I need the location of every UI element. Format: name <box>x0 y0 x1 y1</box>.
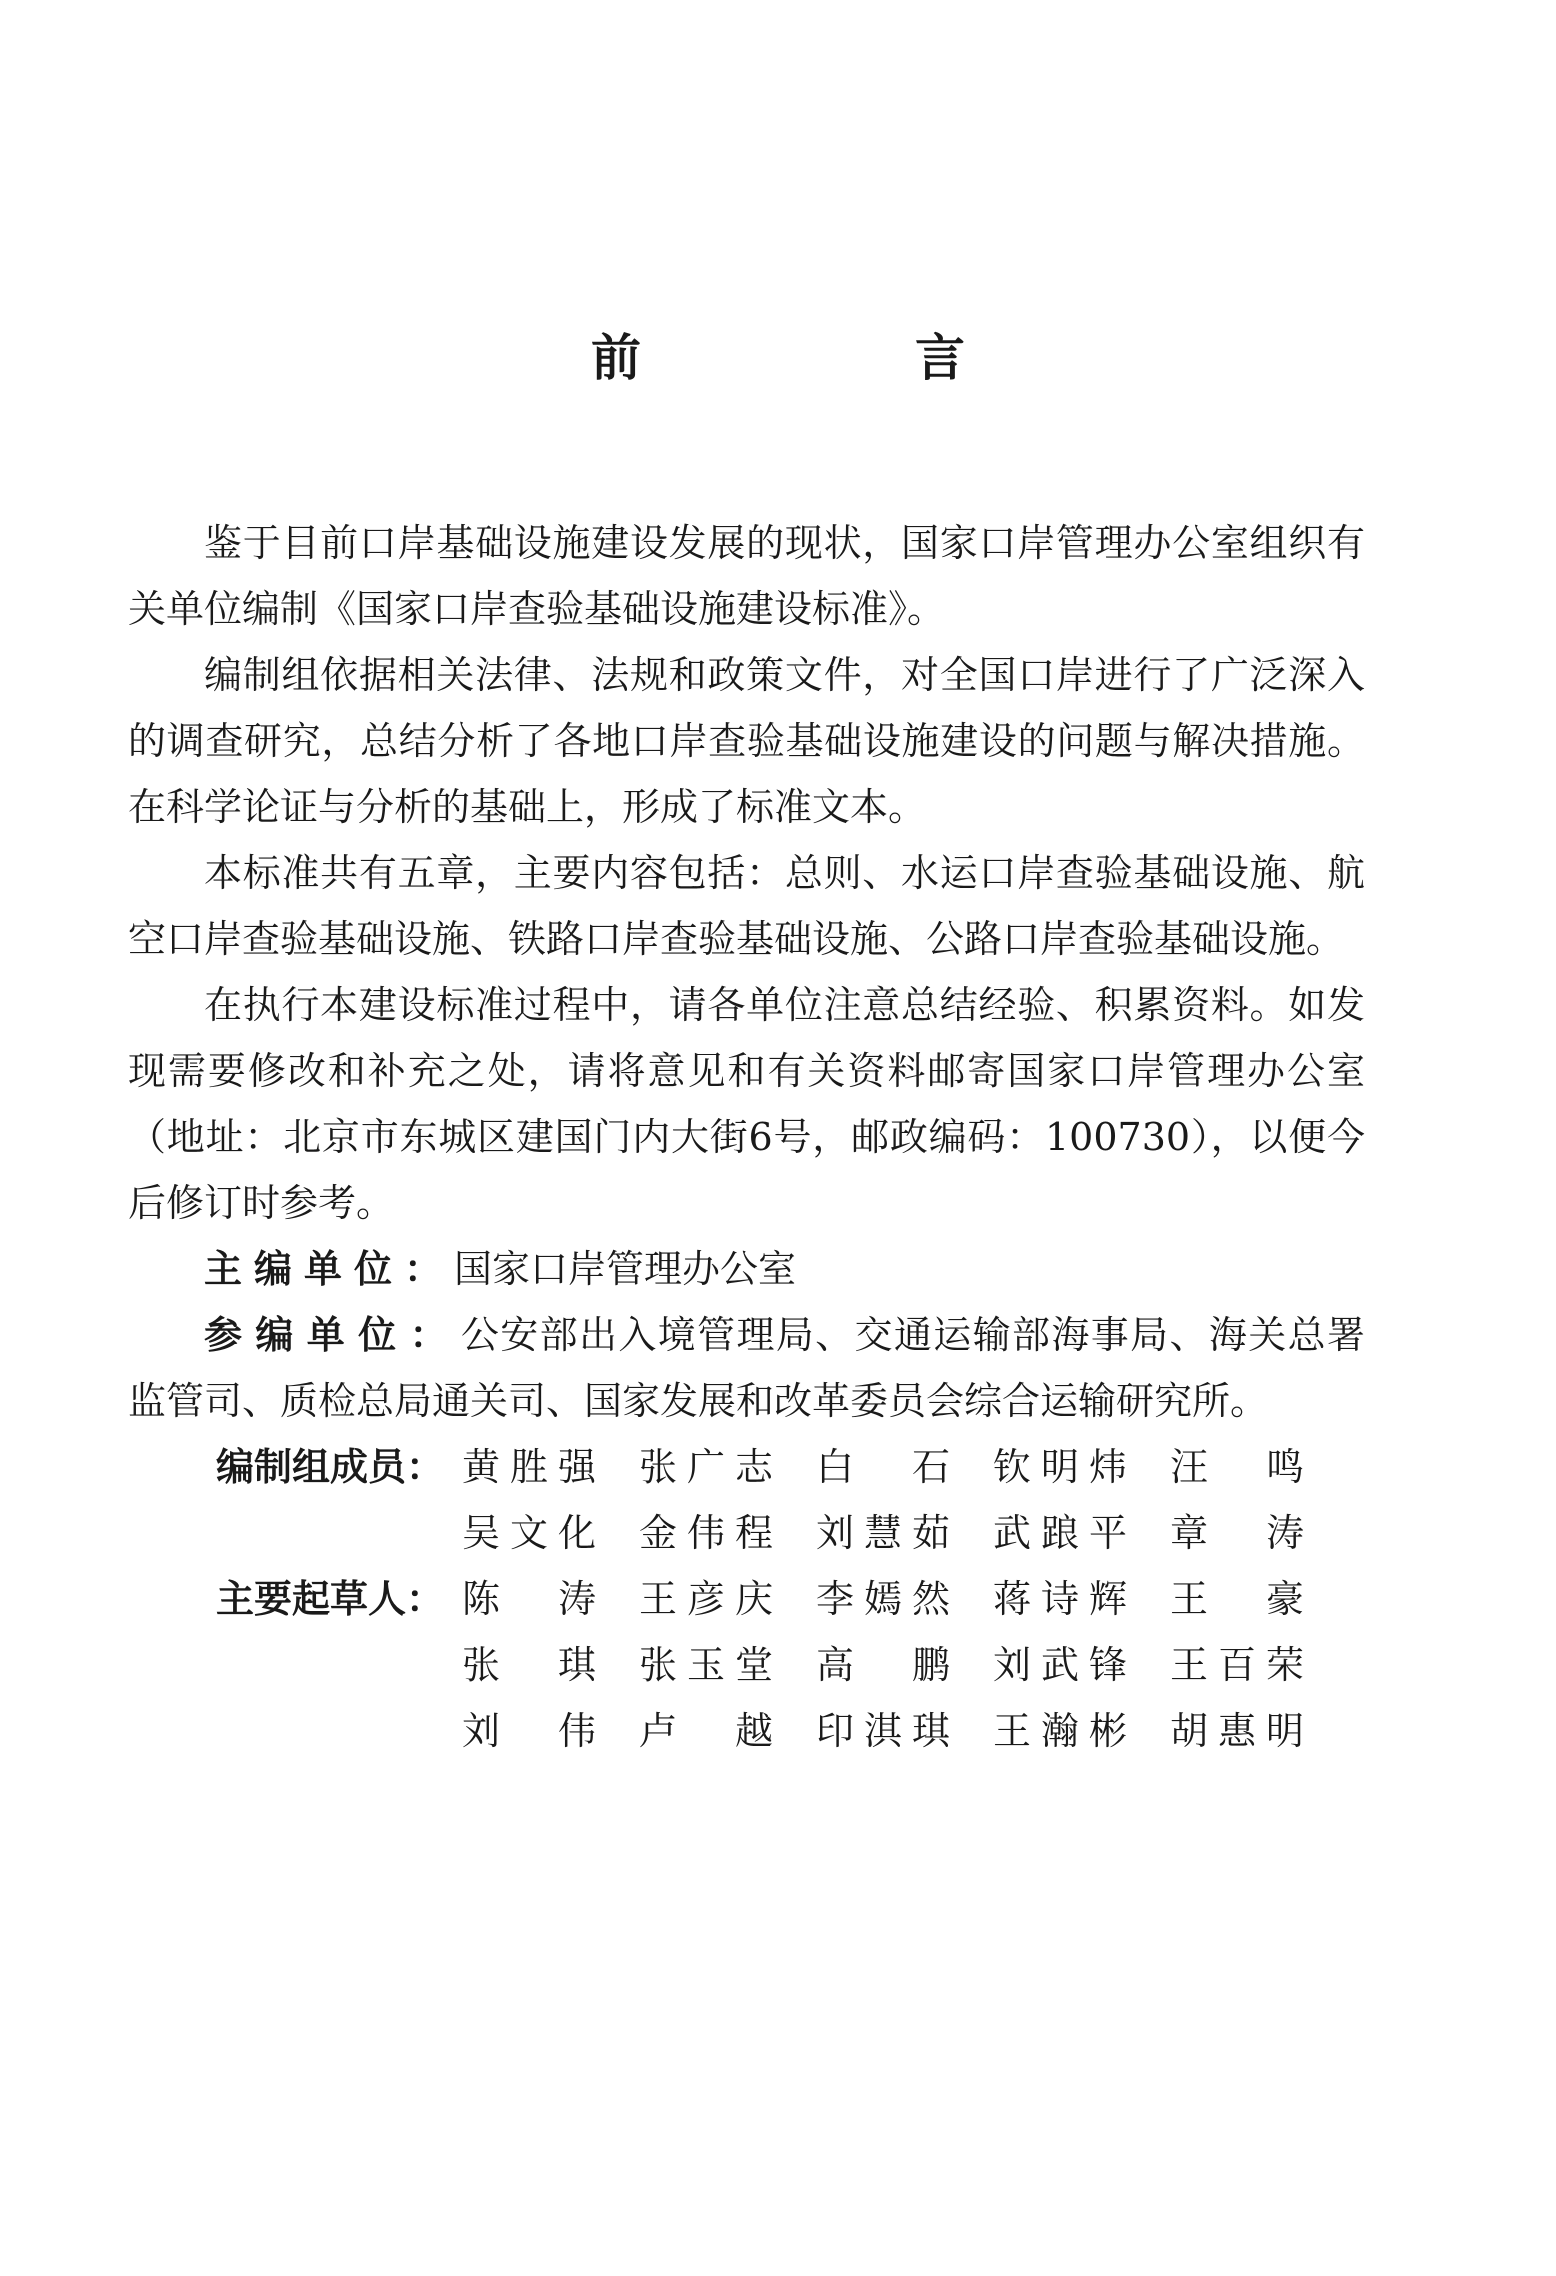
chief-unit-line <box>128 1236 1365 1302</box>
participating-units-label: 参编单位： <box>204 1313 461 1357</box>
paragraph-research: 编制组依据相关法律、法规和政策文件，对全国口岸进行了广泛深入的调查研究，总结分析了各地口岸查验基础设施建设的问题与解决措施。在科学论证与分析的基础上，形成了标准文本。 <box>128 653 1365 829</box>
drafter-name: 刘 伟 <box>462 1709 596 1753</box>
paragraph-contents: 本标准共有五章，主要内容包括：总则、水运口岸查验基础设施、航空口岸查验基础设施、铁路口岸查验基础设施、公路口岸查验基础设施。 <box>128 851 1365 961</box>
drafter-name: 蒋诗辉 <box>993 1577 1127 1621</box>
paragraph-feedback: 在执行本建设标准过程中，请各单位注意总结经验、积累资料。如发现需要修改和补充之处，请将意见和有关资料邮寄国家口岸管理办公室（地址：北京市东城区建国门内大街6号，邮政编码：100730），以便今后修订时参考。 <box>128 983 1365 1225</box>
member-name: 汪 鸣 <box>1170 1445 1304 1489</box>
member-name: 钦明炜 <box>993 1445 1127 1489</box>
member-name: 张广志 <box>639 1445 773 1489</box>
members-row <box>128 1434 1365 1500</box>
drafter-name: 王瀚彬 <box>993 1709 1127 1753</box>
participating-units-value: 公安部出入境管理局、交通运输部海事局、海关总署监管司、质检总局通关司、国家发展和改革委员会综合运输研究所。 <box>128 1313 1365 1423</box>
drafter-name: 高 鹏 <box>816 1643 950 1687</box>
drafter-name: 李嫣然 <box>816 1577 950 1621</box>
participating-units-line <box>128 1302 1365 1434</box>
drafter-name: 刘武锋 <box>993 1643 1127 1687</box>
member-name: 金伟程 <box>639 1511 773 1555</box>
chief-unit-label: 主编单位： <box>204 1247 455 1291</box>
drafter-name: 王彦庆 <box>639 1577 773 1621</box>
member-name: 刘慧茹 <box>816 1511 950 1555</box>
drafters-row <box>128 1566 1365 1632</box>
member-name: 吴文化 <box>462 1511 596 1555</box>
member-name: 武踉平 <box>993 1511 1127 1555</box>
member-name: 黄胜强 <box>462 1445 596 1489</box>
drafter-name: 胡惠明 <box>1170 1709 1304 1753</box>
drafter-name: 陈 涛 <box>462 1577 596 1621</box>
drafter-name: 张玉堂 <box>639 1643 773 1687</box>
drafter-name: 卢 越 <box>639 1709 773 1753</box>
members-block <box>128 1434 1365 1566</box>
drafters-label: 主要起草人： <box>216 1577 445 1621</box>
member-name: 章 涛 <box>1170 1511 1304 1555</box>
member-name: 白 石 <box>816 1445 950 1489</box>
drafter-name: 印淇琪 <box>816 1709 950 1753</box>
drafters-row <box>128 1632 1365 1698</box>
drafter-name: 张 琪 <box>462 1643 596 1687</box>
page-title: 前 言 <box>591 329 1077 387</box>
drafters-block <box>128 1566 1365 1764</box>
chief-unit-value: 国家口岸管理办公室 <box>454 1247 797 1291</box>
members-row <box>128 1500 1365 1566</box>
drafter-name: 王百荣 <box>1170 1643 1304 1687</box>
foreword-body <box>128 510 1365 1764</box>
members-label: 编制组成员： <box>216 1445 445 1489</box>
drafters-row <box>128 1698 1365 1764</box>
paragraph-background: 鉴于目前口岸基础设施建设发展的现状，国家口岸管理办公室组织有关单位编制《国家口岸查验基础设施建设标准》。 <box>128 521 1365 631</box>
drafter-name: 王 豪 <box>1170 1577 1304 1621</box>
